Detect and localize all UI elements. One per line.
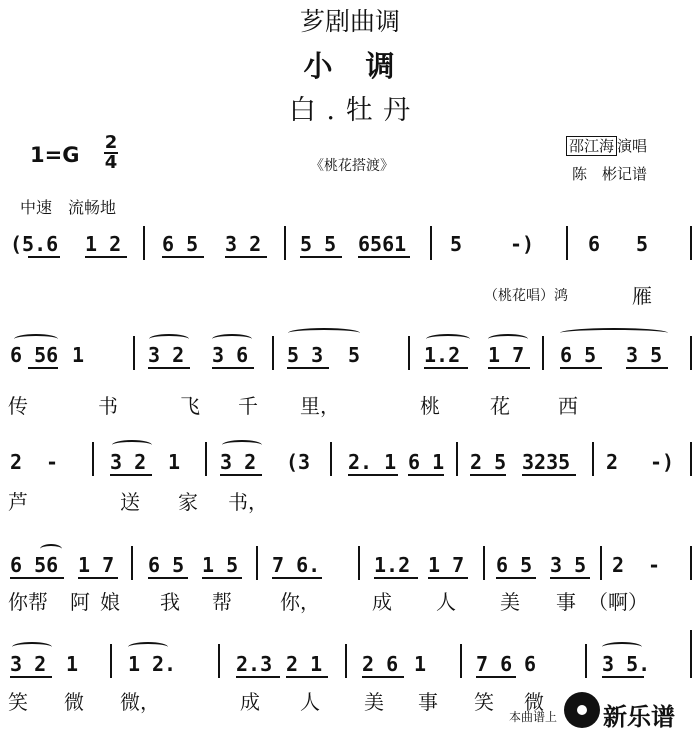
note-group: 5 5 [300, 232, 337, 256]
note-group: 2 [10, 450, 23, 474]
note-group: 1 7 [78, 553, 115, 577]
barline [483, 546, 485, 580]
singer-credit [566, 135, 647, 156]
lyric: 人 [300, 690, 320, 714]
lyric: 成 [372, 590, 392, 614]
record-disc-icon [564, 692, 600, 728]
barline [131, 546, 133, 580]
note-group: 5 [348, 343, 361, 367]
lyric: （啊） [588, 590, 648, 614]
underline-beam [148, 367, 190, 369]
barline [345, 644, 347, 678]
barline [272, 336, 274, 370]
underline-beam [496, 577, 536, 579]
barline [330, 442, 332, 476]
note-group: 3 2 [110, 450, 147, 474]
lyric: 微 [64, 690, 84, 714]
underline-beam [428, 577, 468, 579]
note-group: 1.2 [424, 343, 461, 367]
note-group: 6 [524, 652, 537, 676]
barline [460, 644, 462, 678]
slur [12, 642, 52, 652]
lyric: 帮 [212, 590, 232, 614]
note-group: 5 [450, 232, 463, 256]
underline-beam [602, 676, 644, 678]
song-title: 白 . 牡 丹 [288, 95, 412, 126]
underline-beam [202, 577, 242, 579]
underline-beam [85, 256, 127, 258]
note-group: 5 [636, 232, 649, 256]
note-group: 3 5. [602, 652, 651, 676]
note-group: (5.6 [10, 232, 59, 256]
note-group: 1 2 [85, 232, 122, 256]
underline-beam [220, 474, 262, 476]
underline-beam [148, 577, 188, 579]
note-group: 6 56 [10, 553, 59, 577]
note-group: 6 5 [162, 232, 199, 256]
note-group: 3 5 [626, 343, 663, 367]
brand-logo-text: 新乐谱 [603, 703, 675, 731]
underline-beam [626, 367, 668, 369]
underline-beam [408, 474, 444, 476]
lyric: 你帮 [8, 590, 48, 614]
note-group: 3 2 [148, 343, 185, 367]
lyric: 书， [228, 490, 268, 514]
underline-beam [28, 367, 58, 369]
note-group: 6 [588, 232, 601, 256]
note-group: 3 5 [550, 553, 587, 577]
underline-beam [28, 256, 60, 258]
note-group: 6 5 [496, 553, 533, 577]
slur [288, 328, 360, 338]
barline [690, 630, 692, 678]
underline-beam [287, 367, 329, 369]
underline-beam [300, 256, 342, 258]
underline-beam [286, 676, 328, 678]
underline-beam [225, 256, 267, 258]
barline [600, 546, 602, 580]
note-group: - [648, 553, 661, 577]
underline-beam [272, 577, 322, 579]
note-group: 7 6 [476, 652, 513, 676]
note-group: 1 [414, 652, 427, 676]
note-group: 3 6 [212, 343, 249, 367]
note-group: 3 2 [225, 232, 262, 256]
lyric: 家 [178, 490, 198, 514]
note-group: 1 [66, 652, 79, 676]
underline-beam [424, 367, 468, 369]
barline [205, 442, 207, 476]
note-group: 2.3 [236, 652, 273, 676]
underline-beam [488, 367, 530, 369]
singer-role: 演唱 [617, 137, 648, 155]
barline [585, 644, 587, 678]
barline [592, 442, 594, 476]
underline-beam [10, 676, 52, 678]
note-group: (3 [286, 450, 311, 474]
barline [110, 644, 112, 678]
note-group: 2. 1 [348, 450, 397, 474]
note-group: 2. [152, 652, 177, 676]
slur [560, 328, 668, 338]
lyric: 我 [160, 590, 180, 614]
barline [456, 442, 458, 476]
lyric: 芦 [8, 490, 28, 514]
underline-beam [550, 577, 590, 579]
note-group: 1 [128, 652, 141, 676]
note-group: 2 1 [286, 652, 323, 676]
lyric: 事 [418, 690, 438, 714]
lyric: 桃 [420, 394, 440, 418]
underline-beam [162, 256, 204, 258]
note-group: 2 [606, 450, 619, 474]
underline-beam [522, 474, 576, 476]
slur [128, 642, 168, 652]
note-group: 3 2 [220, 450, 257, 474]
barline [566, 226, 568, 260]
note-group: 6561 [358, 232, 407, 256]
note-group: 2 5 [470, 450, 507, 474]
transcriber-role: 记谱 [617, 165, 648, 183]
underline-beam [110, 474, 152, 476]
note-group: 2 [612, 553, 625, 577]
lyric: 飞 [180, 394, 200, 418]
note-group: 1 7 [488, 343, 525, 367]
slur [602, 642, 642, 652]
barline [92, 442, 94, 476]
barline [218, 644, 220, 678]
note-group: 6 56 [10, 343, 59, 367]
barline [133, 336, 135, 370]
note-group: 2 6 [362, 652, 399, 676]
note-group: 6 1 [408, 450, 445, 474]
lyric: 美 [500, 590, 520, 614]
time-top: 2 [104, 132, 118, 153]
underline-beam [348, 474, 398, 476]
lyric: 人 [436, 590, 456, 614]
barline [690, 546, 692, 580]
underline-beam [10, 577, 64, 579]
note-group: 1 7 [428, 553, 465, 577]
underline-beam [374, 577, 418, 579]
slur [222, 440, 262, 450]
note-group: 7 6. [272, 553, 321, 577]
barline [690, 226, 692, 260]
lyric: 事 [556, 590, 576, 614]
key-signature: 1=G [30, 143, 80, 167]
lyric: 笑 [474, 690, 494, 714]
underline-beam [362, 676, 404, 678]
underline-beam [476, 676, 516, 678]
lyric: 传 [8, 394, 28, 418]
note-group: -) [510, 232, 535, 256]
barline [542, 336, 544, 370]
tempo-marking: 中速 流畅地 [20, 198, 117, 217]
footer-note: 本曲谱上 [509, 710, 558, 724]
note-group: 5 3 [287, 343, 324, 367]
time-signature [104, 134, 118, 172]
barline [690, 442, 692, 476]
lyric: 书 [98, 394, 118, 418]
lyric: 你， [280, 590, 320, 614]
underline-beam [236, 676, 280, 678]
lyric: 千 [238, 394, 258, 418]
note-group: 3235 [522, 450, 571, 474]
barline [408, 336, 410, 370]
time-bottom: 4 [104, 152, 118, 173]
note-group: -) [650, 450, 675, 474]
underline-beam [560, 367, 602, 369]
transcriber-name: 陈 彬 [572, 165, 618, 183]
note-group: 6 5 [560, 343, 597, 367]
note-group: 6 5 [148, 553, 185, 577]
barline [284, 226, 286, 260]
lyric: 微 [524, 690, 544, 714]
barline [256, 546, 258, 580]
tune-type-title: 小 调 [303, 49, 397, 83]
lyric-role: （桃花唱）鸿 [484, 288, 568, 304]
barline [143, 226, 145, 260]
lyric: 成 [240, 690, 260, 714]
tune-name: 《桃花搭渡》 [310, 158, 394, 174]
barline [358, 546, 360, 580]
singer-name: 邵江海 [566, 136, 617, 156]
underline-beam [470, 474, 506, 476]
barline [430, 226, 432, 260]
lyric: 美 [364, 690, 384, 714]
opera-genre-title: 芗剧曲调 [299, 7, 400, 36]
lyric: 里， [300, 394, 340, 418]
note-group: 1 5 [202, 553, 239, 577]
lyric: 花 [490, 394, 510, 418]
note-group: 1 [72, 343, 85, 367]
underline-beam [358, 256, 410, 258]
lyric: 娘 [100, 590, 120, 614]
lyric: 阿 [70, 590, 90, 614]
lyric: 雁 [632, 284, 652, 308]
note-group: 1 [168, 450, 181, 474]
lyric: 微， [120, 690, 160, 714]
transcriber-credit [572, 163, 647, 184]
barline [690, 336, 692, 370]
underline-beam [78, 577, 118, 579]
note-group: 1.2 [374, 553, 411, 577]
note-group: - [46, 450, 59, 474]
lyric: 笑 [8, 690, 28, 714]
lyric: 送 [120, 490, 140, 514]
slur [112, 440, 152, 450]
underline-beam [212, 367, 254, 369]
lyric: 西 [558, 394, 578, 418]
note-group: 3 2 [10, 652, 47, 676]
